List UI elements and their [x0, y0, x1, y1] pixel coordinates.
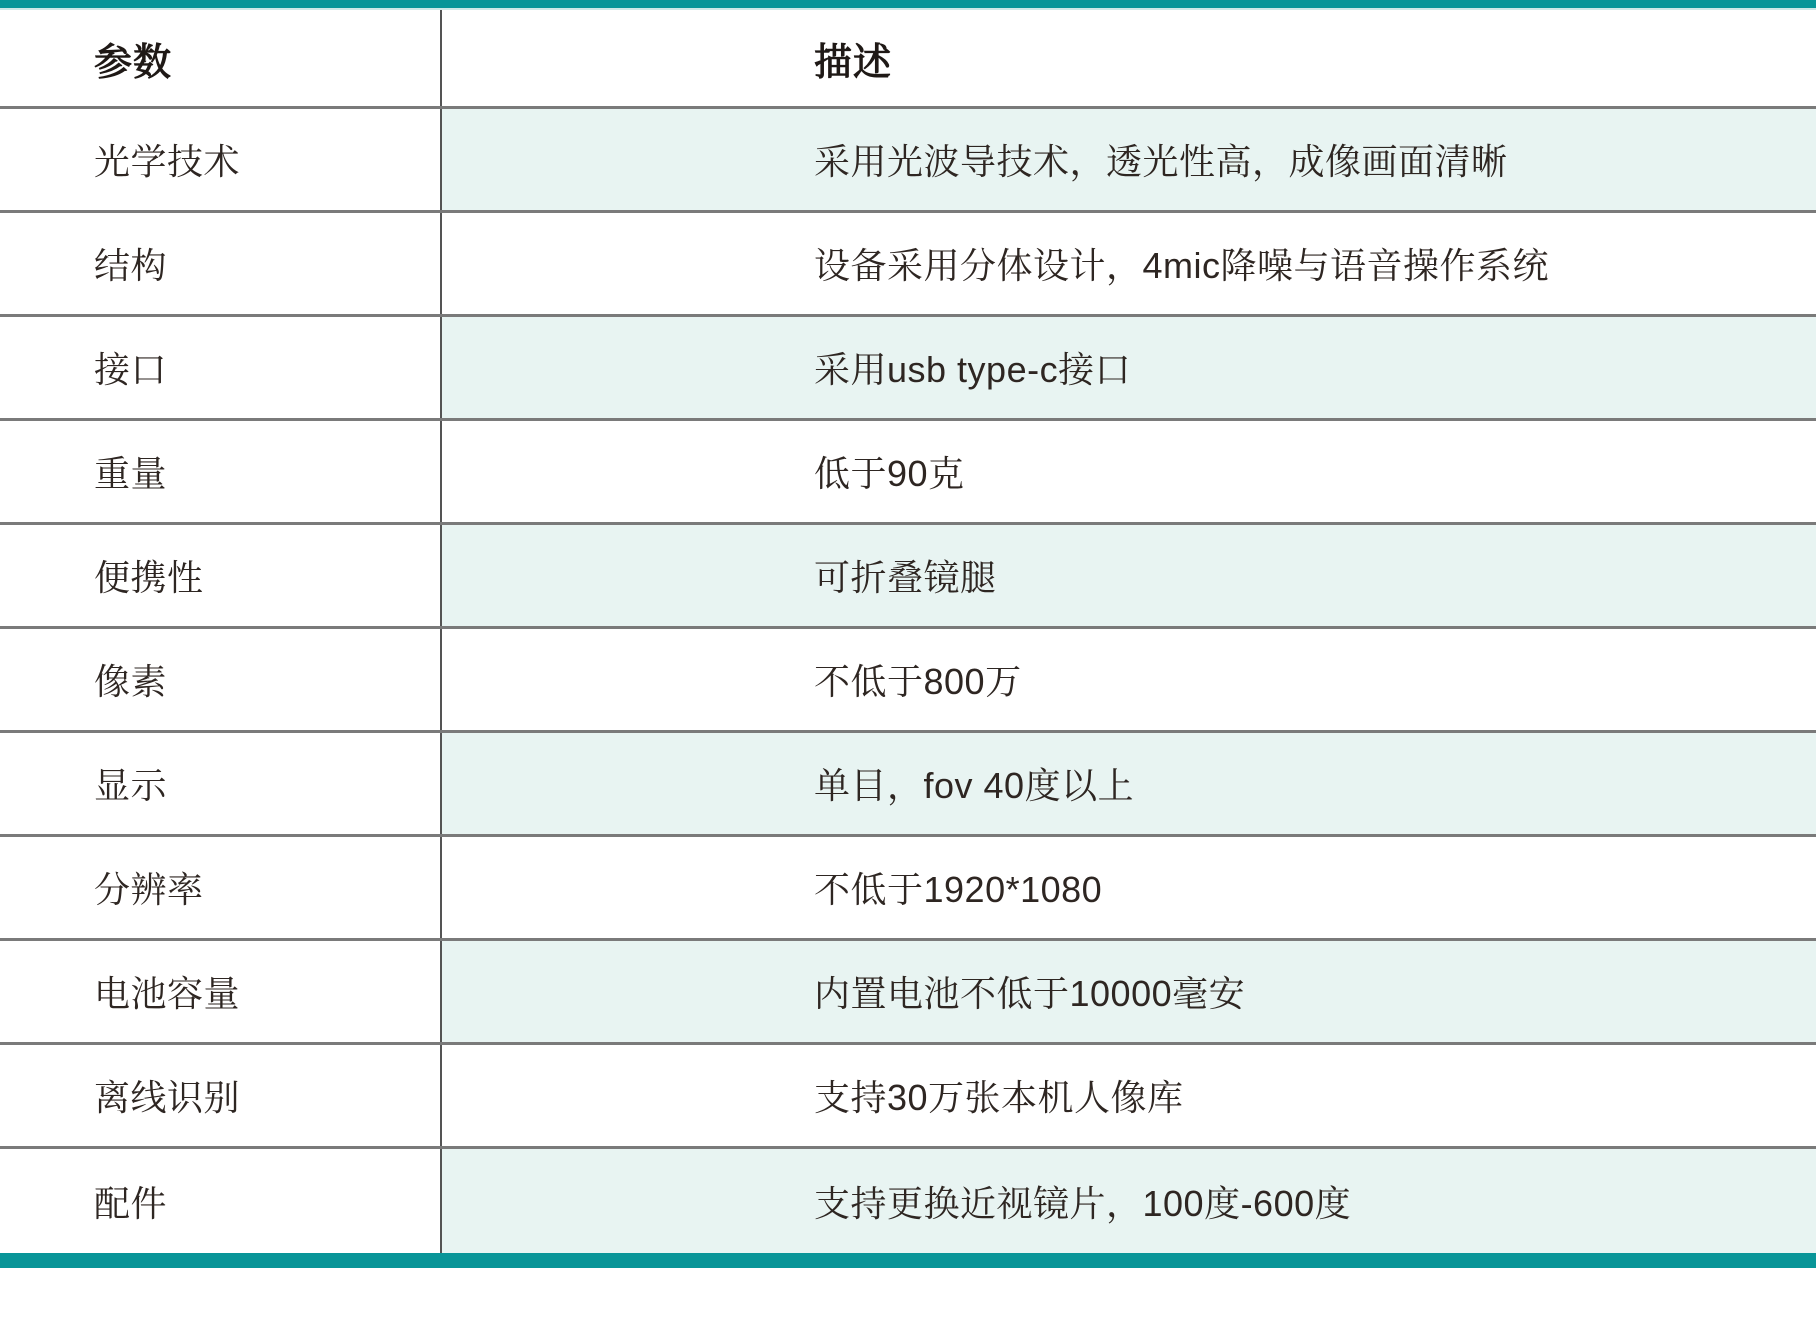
desc-text: 设备采用分体设计，4mic降噪与语音操作系统	[814, 245, 1550, 286]
param-label: 接口	[94, 349, 168, 390]
spec-table	[0, 10, 1816, 1253]
column-header-param: 参数	[94, 41, 173, 84]
desc-cell	[442, 525, 1816, 626]
desc-cell	[442, 421, 1816, 522]
desc-text: 内置电池不低于10000毫安	[814, 973, 1246, 1014]
table-row	[0, 941, 1816, 1045]
param-label: 电池容量	[94, 973, 241, 1014]
table-row	[0, 837, 1816, 941]
desc-cell	[442, 733, 1816, 834]
desc-text: 可折叠镜腿	[814, 557, 997, 598]
param-cell	[0, 733, 442, 834]
table-row	[0, 109, 1816, 213]
desc-cell	[442, 629, 1816, 730]
column-header-desc-cell	[442, 10, 1816, 106]
desc-text: 采用usb type-c接口	[814, 349, 1132, 390]
table-row	[0, 421, 1816, 525]
param-cell	[0, 629, 442, 730]
desc-cell	[442, 317, 1816, 418]
param-cell	[0, 109, 442, 210]
param-cell	[0, 941, 442, 1042]
column-header-desc: 描述	[814, 41, 893, 84]
table-row	[0, 629, 1816, 733]
param-cell	[0, 213, 442, 314]
bottom-accent-bar	[0, 1253, 1816, 1268]
table-row	[0, 1045, 1816, 1149]
top-accent-bar	[0, 0, 1816, 10]
table-body	[0, 109, 1816, 1253]
desc-cell	[442, 1149, 1816, 1253]
desc-text: 支持30万张本机人像库	[814, 1077, 1184, 1118]
desc-text: 低于90克	[814, 453, 965, 494]
param-label: 分辨率	[94, 869, 204, 910]
param-cell	[0, 1045, 442, 1146]
param-label: 光学技术	[94, 141, 241, 182]
param-label: 显示	[94, 765, 168, 806]
desc-text: 不低于800万	[814, 661, 1022, 702]
column-header-param-cell	[0, 10, 442, 106]
desc-cell	[442, 837, 1816, 938]
param-label: 像素	[94, 661, 168, 702]
param-cell	[0, 317, 442, 418]
param-cell	[0, 525, 442, 626]
table-header	[0, 10, 1816, 109]
param-label: 重量	[94, 453, 168, 494]
param-label: 离线识别	[94, 1077, 241, 1118]
desc-cell	[442, 1045, 1816, 1146]
desc-text: 采用光波导技术，透光性高，成像画面清晰	[814, 141, 1508, 182]
table-row	[0, 317, 1816, 421]
param-cell	[0, 421, 442, 522]
desc-text: 不低于1920*1080	[814, 869, 1103, 910]
param-cell	[0, 1149, 442, 1253]
table-row	[0, 525, 1816, 629]
param-label: 结构	[94, 245, 168, 286]
desc-cell	[442, 941, 1816, 1042]
desc-cell	[442, 109, 1816, 210]
param-label: 便携性	[94, 557, 204, 598]
desc-text: 支持更换近视镜片，100度-600度	[814, 1182, 1352, 1224]
param-label: 配件	[94, 1182, 168, 1224]
desc-text: 单目，fov 40度以上	[814, 765, 1135, 806]
table-row	[0, 213, 1816, 317]
param-cell	[0, 837, 442, 938]
desc-cell	[442, 213, 1816, 314]
table-row	[0, 1149, 1816, 1253]
table-row	[0, 733, 1816, 837]
